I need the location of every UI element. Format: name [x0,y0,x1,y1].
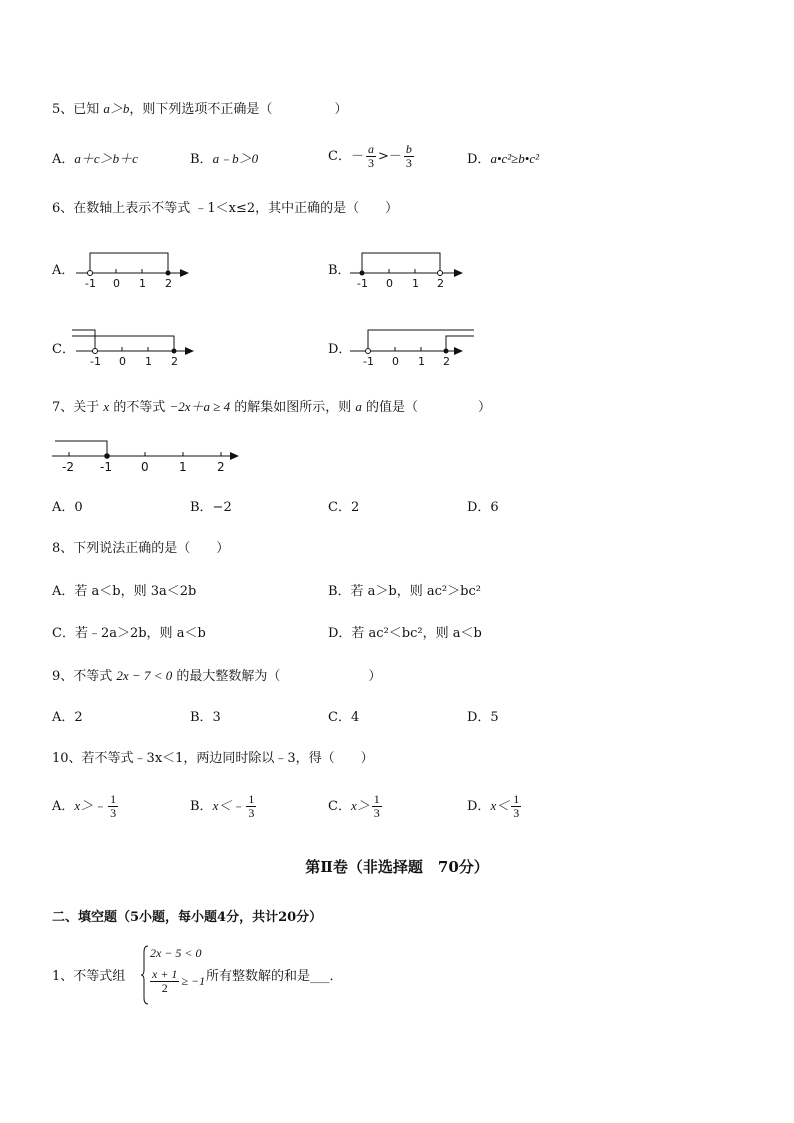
open-point [88,271,93,276]
q10-a-pre: x＞﹣ [74,798,107,813]
closed-point [104,453,110,459]
q9-option-c[interactable]: C．4 [328,710,360,725]
q5-a-text: a＋c＞b＋c [74,151,138,166]
q5-stem-b: ，则下列选项不正确是（ [129,102,273,117]
q8-option-c[interactable]: C．若﹣2a＞2b，则 a＜b [52,626,206,641]
section2-heading: 二、填空题（5小题，每小题4分，共计20分） [52,910,323,925]
tick-label: 2 [165,277,172,290]
tick-label: 2 [171,355,178,368]
left-bracket [72,330,95,351]
q6-c-number-line [72,322,202,372]
q5-option-c[interactable] [328,143,416,170]
frac-den: 3 [513,806,520,820]
axis-arrow [230,452,239,460]
tick-label: -1 [100,460,112,474]
q10-b-label: B． [190,799,213,814]
axis-arrow [180,269,189,277]
frac-den: 3 [248,806,255,820]
closed-point [360,271,365,276]
frac-num: x + 1 [152,967,178,981]
q5-option-b[interactable] [190,150,258,169]
right-bracket [446,336,474,351]
open-point [93,349,98,354]
q10-stem: 10、若不等式﹣3x＜1，两边同时除以﹣3，得（ ） [52,751,374,766]
q10-b-pre: x＜﹣ [212,798,245,813]
q5-stem-a: 5、已知 [52,102,104,117]
q5-stem [52,100,347,119]
q5-c-minus: － [350,149,364,164]
right-bracket [72,336,174,351]
q5-c-num1: a [367,142,374,156]
solution-bracket [55,441,107,456]
tick-label: 0 [392,355,399,368]
q6-b-label[interactable]: B． [328,263,351,278]
fill1-system [140,944,210,1006]
q7-stem-c: 的解集如图所示，则 [230,400,356,415]
frac-den: 3 [373,806,380,820]
closed-point [166,271,171,276]
q9-stem-c: ） [368,669,382,684]
frac-num: 1 [248,792,255,806]
q10-b-frac [246,793,256,820]
open-point [438,271,443,276]
closed-point [444,349,449,354]
tick-label: 1 [145,355,152,368]
tick-label: -1 [357,277,368,290]
q7-stem-a2: a [355,399,362,414]
q10-option-d[interactable] [467,793,523,820]
tick-label: -1 [90,355,101,368]
q7-stem-x: x [103,399,110,414]
axis-arrow [185,347,194,355]
tick-label: 2 [437,277,444,290]
q10-d-label: D． [467,799,491,814]
q6-d-label[interactable]: D． [328,342,352,357]
q10-c-frac [372,793,382,820]
q7-option-d[interactable]: D．6 [467,500,499,515]
q6-b-number-line [346,245,476,295]
q5-c-frac2 [404,143,414,170]
q5-stem-c: ） [334,102,348,117]
q5-option-d[interactable] [467,150,539,169]
q5-d-label: D． [467,152,491,167]
q6-stem: 6、在数轴上表示不等式 ﹣1＜x≤2，其中正确的是（ ） [52,201,399,216]
tick-label: 2 [217,460,225,474]
frac-num: 1 [373,792,380,806]
tick-label: 2 [443,355,450,368]
q10-option-a[interactable] [52,793,120,820]
q7-stem [52,398,491,417]
q9-option-a[interactable]: A．2 [52,710,83,725]
tick-label: 1 [179,460,187,474]
axis-arrow [454,269,463,277]
tick-label: -1 [363,355,374,368]
fill1-rest: ≥ −1 [181,974,206,988]
fill1-line1: 2x − 5 < 0 [150,946,202,960]
q10-c-label: C． [328,799,351,814]
q6-d-number-line [346,322,476,372]
q9-option-d[interactable]: D．5 [467,710,499,725]
tick-label: 1 [139,277,146,290]
q5-c-frac1 [366,143,376,170]
closed-point [172,349,177,354]
fill1-prefix: 1、不等式组 [52,969,126,984]
frac-den: 2 [161,981,168,995]
q10-a-frac [108,793,118,820]
q6-a-number-line [72,245,202,295]
tick-label: 0 [113,277,120,290]
q5-d-text: a•c²≥b•c² [490,151,540,166]
q5-c-den1: 3 [367,156,374,170]
tick-label: -1 [85,277,96,290]
tick-label: 0 [141,460,149,474]
q7-stem-d: 的值是（ [361,400,419,415]
q10-d-frac [511,793,521,820]
frac-num: 1 [513,792,520,806]
q7-option-b[interactable]: B．−2 [190,500,232,515]
solution-bracket [362,253,440,273]
q7-option-c[interactable]: C．2 [328,500,360,515]
q5-b-label: B． [190,152,213,167]
fill1-suffix: 所有整数解的和是___． [206,969,343,984]
q6-a-label[interactable]: A． [52,263,75,278]
q7-stem-b: 的不等式 [109,400,170,415]
q9-stem-a: 9、不等式 [52,669,117,684]
tick-label: 0 [386,277,393,290]
q7-stem-a: 7、关于 [52,400,104,415]
q7-stem-e: ） [478,400,492,415]
q9-option-b[interactable]: B．3 [190,710,221,725]
q5-b-text: a﹣b＞0 [212,151,259,166]
q5-c-gt: >－ [377,149,402,164]
q5-c-den2: 3 [405,156,412,170]
frac-num: 1 [110,792,117,806]
q10-d-pre: x＜ [490,798,510,813]
q10-c-pre: x＞ [350,798,370,813]
q9-stem-ineq: 2x − 7 < 0 [116,668,173,683]
frac-den: 3 [110,806,117,820]
q10-option-b[interactable] [190,793,258,820]
q5-c-num2: b [405,142,412,156]
q9-stem [52,667,381,686]
q8-option-d[interactable]: D．若 ac²＜bc²，则 a＜b [328,626,482,641]
fill1-frac [150,968,179,995]
tick-label: 0 [119,355,126,368]
q10-a-label: A． [52,799,75,814]
q10-option-c[interactable] [328,793,384,820]
tick-label: -2 [62,460,74,474]
q5-stem-var: a＞b [103,101,130,116]
tick-label: 1 [418,355,425,368]
q6-c-label[interactable]: C． [52,342,75,357]
q8-option-b[interactable]: B．若 a＞b，则 ac²＞bc² [328,584,481,599]
tick-label: 1 [412,277,419,290]
q9-stem-b: 的最大整数解为（ [172,669,281,684]
solution-bracket [90,253,168,273]
part2-title: 第Ⅱ卷（非选择题 70分） [305,858,489,876]
q7-option-a[interactable]: A．0 [52,500,83,515]
q8-stem: 8、下列说法正确的是（ ） [52,541,230,556]
axis-arrow [454,347,463,355]
q7-stem-ineq: −2x＋a ≥ 4 [169,399,231,414]
q7-number-line [52,432,252,477]
open-point [366,349,371,354]
fill1-line2 [148,968,205,995]
q8-option-a[interactable]: A．若 a＜b，则 3a＜2b [52,584,197,599]
q5-c-label: C． [328,149,351,164]
q5-option-a[interactable] [52,150,138,169]
q5-a-label: A． [52,152,75,167]
